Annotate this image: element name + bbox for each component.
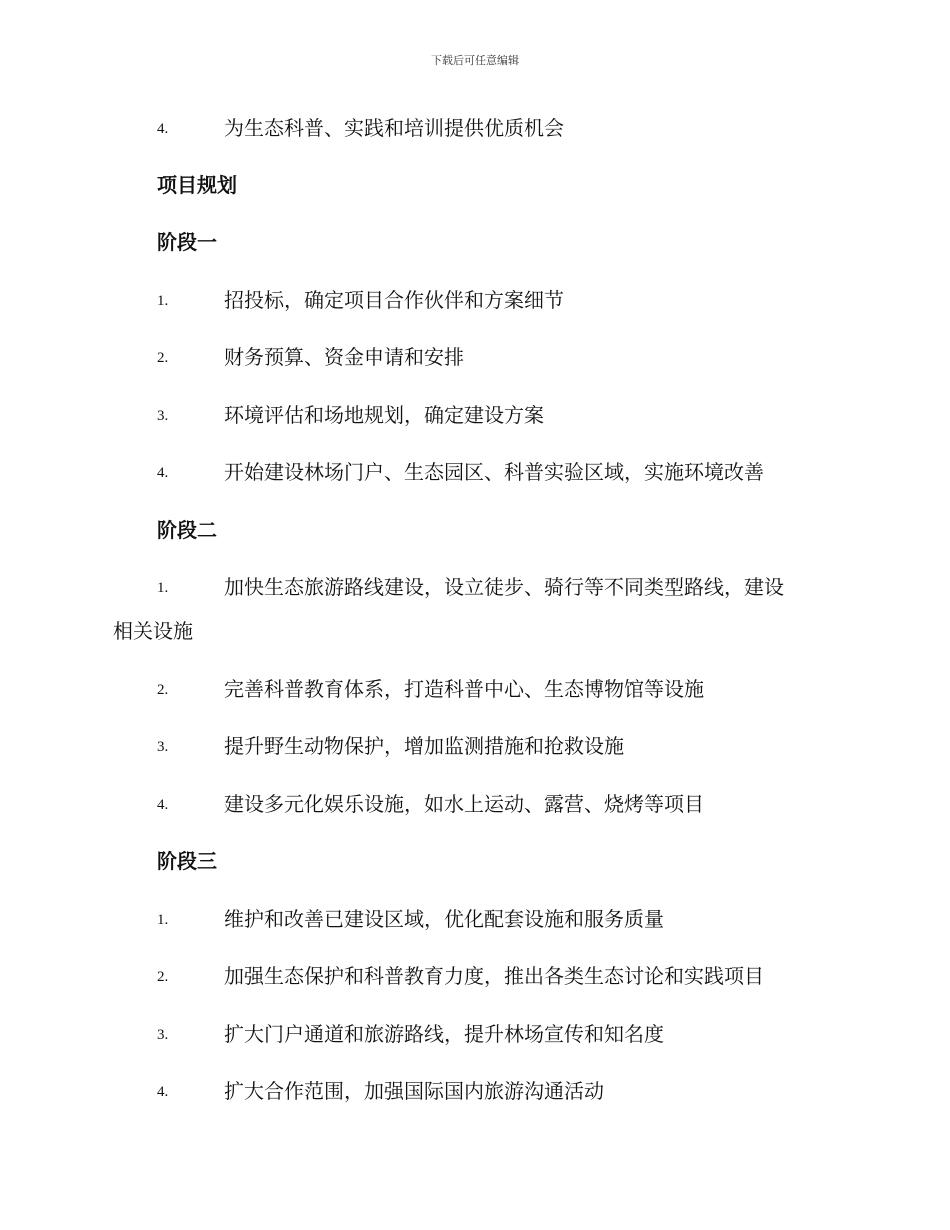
list-text: 财务预算、资金申请和安排 <box>224 345 464 369</box>
phase-title: 阶段一 <box>157 230 217 254</box>
list-number: 1. <box>157 912 169 928</box>
list-item <box>0 959 950 995</box>
phase-heading <box>0 225 950 261</box>
list-text: 维护和改善已建设区域，优化配套设施和服务质量 <box>224 907 664 931</box>
list-item <box>0 1074 950 1110</box>
list-number: 4. <box>157 121 169 137</box>
list-item <box>0 455 950 491</box>
phase-heading <box>0 844 950 880</box>
phase-title: 阶段二 <box>157 518 217 542</box>
phase-title: 阶段三 <box>157 849 217 873</box>
list-item <box>0 340 950 376</box>
list-number: 2. <box>157 969 169 985</box>
list-item <box>0 398 950 434</box>
list-number: 4. <box>157 797 169 813</box>
list-item <box>0 902 950 938</box>
list-item <box>0 1017 950 1053</box>
list-text: 为生态科普、实践和培训提供优质机会 <box>224 116 564 140</box>
list-item <box>0 570 950 650</box>
list-text: 提升野生动物保护，增加监测措施和抢救设施 <box>224 734 624 758</box>
list-item <box>0 787 950 823</box>
list-item <box>0 729 950 765</box>
list-number: 3. <box>157 1027 169 1043</box>
list-text-line1: 加快生态旅游路线建设，设立徒步、骑行等不同类型路线，建设 <box>224 575 784 599</box>
section-heading <box>0 168 950 204</box>
list-number: 3. <box>157 739 169 755</box>
list-number: 4. <box>157 465 169 481</box>
list-item <box>0 111 950 147</box>
list-number: 3. <box>157 408 169 424</box>
list-number: 1. <box>157 293 169 309</box>
list-text: 扩大门户通道和旅游路线，提升林场宣传和知名度 <box>224 1022 664 1046</box>
list-text: 开始建设林场门户、生态园区、科普实验区域，实施环境改善 <box>224 460 764 484</box>
list-text: 加强生态保护和科普教育力度，推出各类生态讨论和实践项目 <box>224 964 764 988</box>
list-number: 1. <box>157 580 169 596</box>
list-number: 2. <box>157 350 169 366</box>
list-text: 建设多元化娱乐设施，如水上运动、露营、烧烤等项目 <box>224 792 704 816</box>
list-number: 4. <box>157 1084 169 1100</box>
list-number: 2. <box>157 682 169 698</box>
list-text: 扩大合作范围，加强国际国内旅游沟通活动 <box>224 1079 604 1103</box>
list-text: 完善科普教育体系，打造科普中心、生态博物馆等设施 <box>224 677 704 701</box>
list-item <box>0 672 950 708</box>
list-text: 环境评估和场地规划，确定建设方案 <box>224 403 544 427</box>
page-header: 下载后可任意编辑 <box>431 54 519 67</box>
list-item <box>0 283 950 319</box>
list-text: 招投标，确定项目合作伙伴和方案细节 <box>224 288 564 312</box>
section-title: 项目规划 <box>157 173 237 197</box>
list-text-line2: 相关设施 <box>113 619 193 643</box>
phase-heading <box>0 513 950 549</box>
